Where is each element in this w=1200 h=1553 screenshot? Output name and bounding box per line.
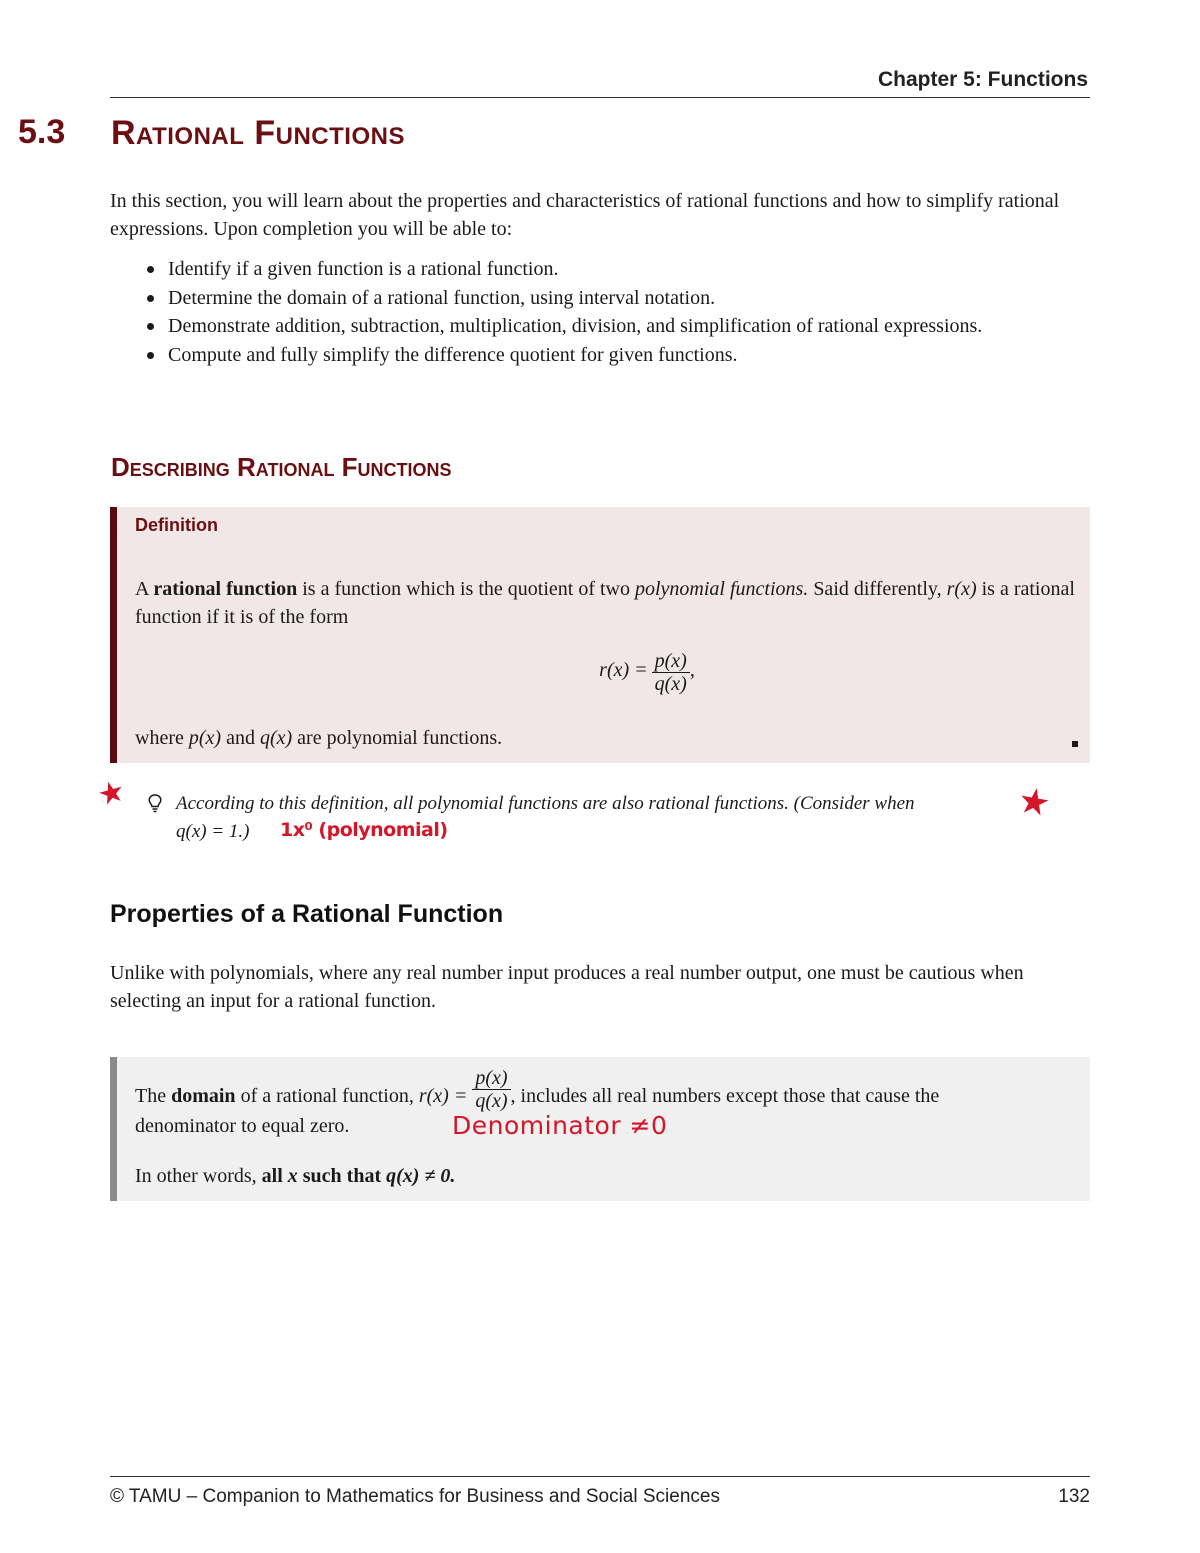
formula-tail: , [689, 659, 695, 682]
properties-title: Properties of a Rational Function [110, 900, 504, 928]
domain-text-part: In other words, [135, 1165, 262, 1187]
domain-numerator: p(x) [472, 1067, 510, 1090]
handwritten-denominator-note: Denominator ≠0 [452, 1111, 668, 1140]
page-number: 132 [1058, 1486, 1090, 1507]
definition-text-part: A [135, 578, 154, 600]
domain-line-3 [135, 1165, 455, 1188]
subsection-title: Describing Rational Functions [111, 452, 452, 482]
objective-item: Demonstrate addition, subtraction, multiplication, division, and simplification of rational expressions. [140, 312, 1040, 341]
domain-bold-part: such that [297, 1165, 387, 1187]
definition-formula [117, 650, 1097, 710]
domain-text-part: The [135, 1085, 172, 1108]
section-number: 5.3 [18, 113, 66, 151]
definition-box [110, 507, 1090, 763]
domain-fraction [472, 1067, 510, 1112]
where-p: p(x) [188, 727, 222, 749]
header-rule [110, 97, 1090, 98]
lightbulb-icon [146, 793, 164, 813]
domain-box [110, 1057, 1090, 1201]
section-title: Rational Functions [111, 114, 405, 152]
where-part: are polynomial functions. [292, 727, 503, 749]
objective-item: Compute and fully simplify the difference quotient for given functions. [140, 341, 1040, 370]
end-of-definition-mark [1072, 741, 1078, 747]
handwritten-star-left: ★ [93, 773, 129, 814]
objective-item: Determine the domain of a rational function, using interval notation. [140, 284, 1040, 313]
formula-fraction [652, 650, 690, 695]
footer [110, 1486, 1090, 1508]
where-q: q(x) [259, 727, 293, 749]
definition-term-italic: polynomial functions. [634, 578, 809, 600]
definition-label: Definition [135, 515, 218, 535]
definition-term: rational function [153, 578, 298, 600]
note-line: According to this definition, all polynomial functions are also rational functions. (Consider when [176, 793, 915, 814]
formula-denominator: q(x) [654, 673, 687, 695]
domain-lhs: r(x) = [418, 1085, 468, 1108]
definition-text-part: is a function which is the quotient of two [297, 578, 635, 600]
domain-bold-part: all [261, 1165, 288, 1187]
note-text [176, 790, 1026, 846]
domain-term: domain [171, 1085, 236, 1108]
footer-rule [110, 1476, 1090, 1477]
domain-line-2: denominator to equal zero. [135, 1115, 350, 1137]
definition-rx: r(x) [946, 578, 977, 600]
note-line [176, 818, 1026, 846]
objectives-list [140, 255, 1040, 369]
definition-text-part: Said differently, [808, 578, 947, 600]
formula-numerator: p(x) [652, 650, 690, 673]
properties-paragraph: Unlike with polynomials, where any real number input produces a real number output, one must be cautious when selecting an input for a rational function. [110, 962, 1024, 1012]
definition-text [135, 575, 1085, 631]
domain-x: x [287, 1165, 298, 1187]
handwritten-polynomial-note: 1x⁰ (polynomial) [280, 819, 448, 841]
footer-copyright: © TAMU – Companion to Mathematics for Business and Social Sciences [110, 1486, 720, 1507]
domain-condition: q(x) ≠ 0. [386, 1165, 456, 1187]
definition-text-part: is a rational function if it is of the form [135, 578, 1075, 628]
objective-item: Identify if a given function is a rational function. [140, 255, 1040, 284]
domain-text-part: , includes all real numbers except those that cause the [510, 1085, 940, 1108]
where-part: where [135, 727, 189, 749]
domain-text-part: of a rational function, [235, 1085, 419, 1108]
running-header: Chapter 5: Functions [877, 68, 1088, 91]
where-part: and [221, 727, 260, 749]
note-condition: q(x) = 1.) [176, 821, 250, 842]
domain-denominator: q(x) [475, 1090, 508, 1112]
intro-paragraph: In this section, you will learn about the properties and characteristics of rational functions and how to simplify rational expressions. Upon completion you will be able to: [110, 190, 1060, 240]
formula-lhs: r(x) = [599, 659, 648, 682]
definition-where [135, 727, 502, 750]
handwritten-star-right: ★ [1014, 779, 1054, 826]
